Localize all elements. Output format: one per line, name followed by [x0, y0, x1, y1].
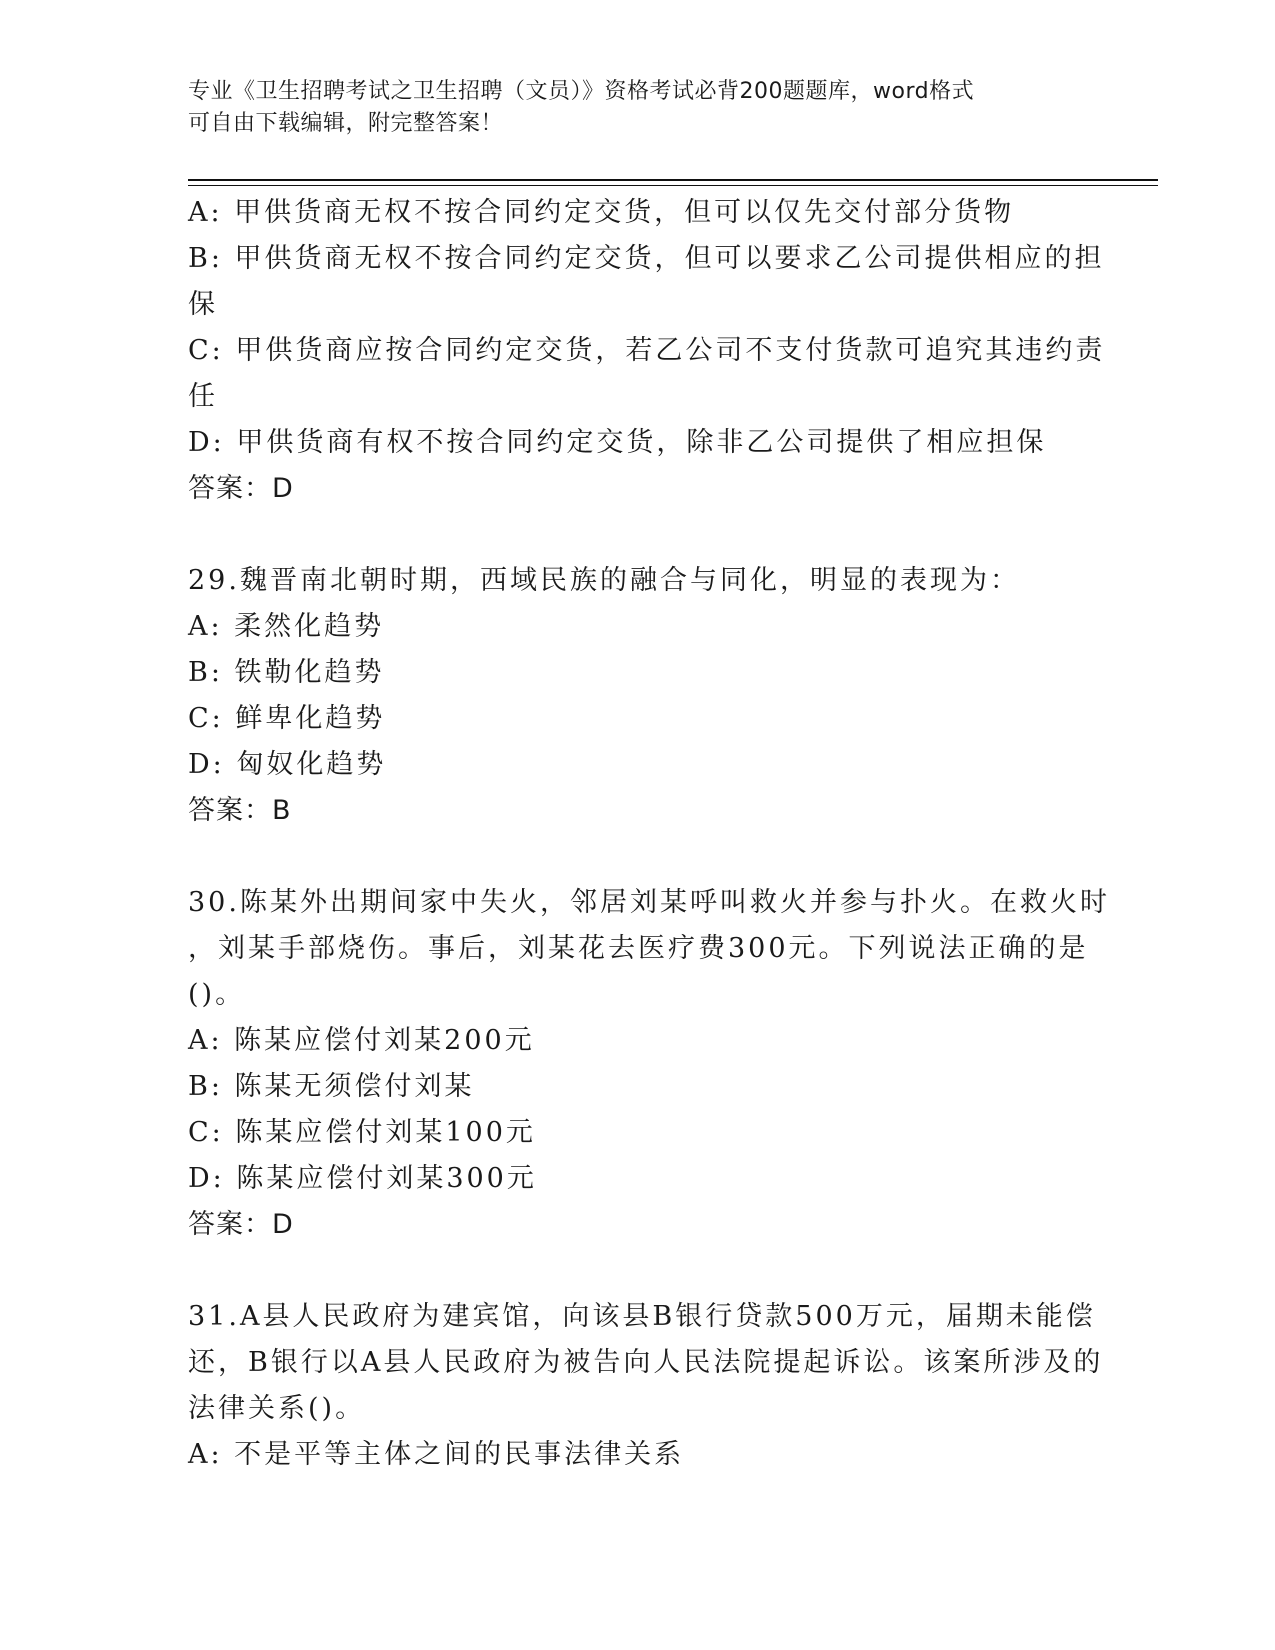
question-stem: 31.A县人民政府为建宾馆，向该县B银行贷款500万元，届期未能偿 [188, 1301, 1096, 1332]
option-d: D: 匈奴化趋势 [188, 749, 387, 780]
option-b: B: 铁勒化趋势 [188, 657, 385, 688]
question-stem: 29.魏晋南北朝时期，西域民族的融合与同化，明显的表现为： [188, 565, 1020, 596]
answer: 答案：D [188, 1209, 294, 1240]
option-a: A: 柔然化趋势 [188, 611, 385, 642]
answer: 答案：B [188, 795, 292, 826]
option-c: C: 陈某应偿付刘某100元 [188, 1117, 536, 1148]
option-a: A: 不是平等主体之间的民事法律关系 [188, 1439, 685, 1470]
option-a: A: 陈某应偿付刘某200元 [188, 1025, 535, 1056]
question-31 [188, 1294, 1104, 1478]
header-line-2: 可自由下载编辑，附完整答案！ [188, 111, 504, 136]
question-stem-continued: ，刘某手部烧伤。事后，刘某花去医疗费300元。下列说法正确的是 [188, 933, 1089, 964]
option-c: C: 鲜卑化趋势 [188, 703, 386, 734]
question-stem: 30.陈某外出期间家中失火，邻居刘某呼叫救火并参与扑火。在救火时 [188, 887, 1110, 918]
question-28 [188, 190, 1106, 512]
header-rule-thin [188, 185, 1158, 186]
option-c-continued: 任 [188, 381, 218, 412]
question-stem-continued: ()。 [188, 979, 246, 1010]
spacer [188, 1248, 1088, 1294]
option-d: D: 陈某应偿付刘某300元 [188, 1163, 537, 1194]
header-rule-thick [188, 179, 1158, 181]
question-29 [188, 558, 1088, 834]
option-b-continued: 保 [188, 289, 218, 320]
answer: 答案：D [188, 473, 294, 504]
option-a: A: 甲供货商无权不按合同约定交货，但可以仅先交付部分货物 [188, 197, 1015, 228]
question-stem-continued: 还，B银行以A县人民政府为被告向人民法院提起诉讼。该案所涉及的 [188, 1347, 1104, 1378]
document-body [188, 190, 1110, 1478]
option-d: D: 甲供货商有权不按合同约定交货，除非乙公司提供了相应担保 [188, 427, 1047, 458]
option-c: C: 甲供货商应按合同约定交货，若乙公司不支付货款可追究其违约责 [188, 335, 1106, 366]
spacer [188, 834, 1088, 880]
option-b: B: 陈某无须偿付刘某 [188, 1071, 475, 1102]
header-line-1: 专业《卫生招聘考试之卫生招聘（文员）》资格考试必背200题题库，word格式 [188, 79, 975, 104]
question-30 [188, 880, 1110, 1248]
spacer [188, 512, 1088, 558]
option-b: B: 甲供货商无权不按合同约定交货，但可以要求乙公司提供相应的担 [188, 243, 1105, 274]
document-header [188, 76, 1068, 140]
question-stem-continued: 法律关系()。 [188, 1393, 366, 1424]
